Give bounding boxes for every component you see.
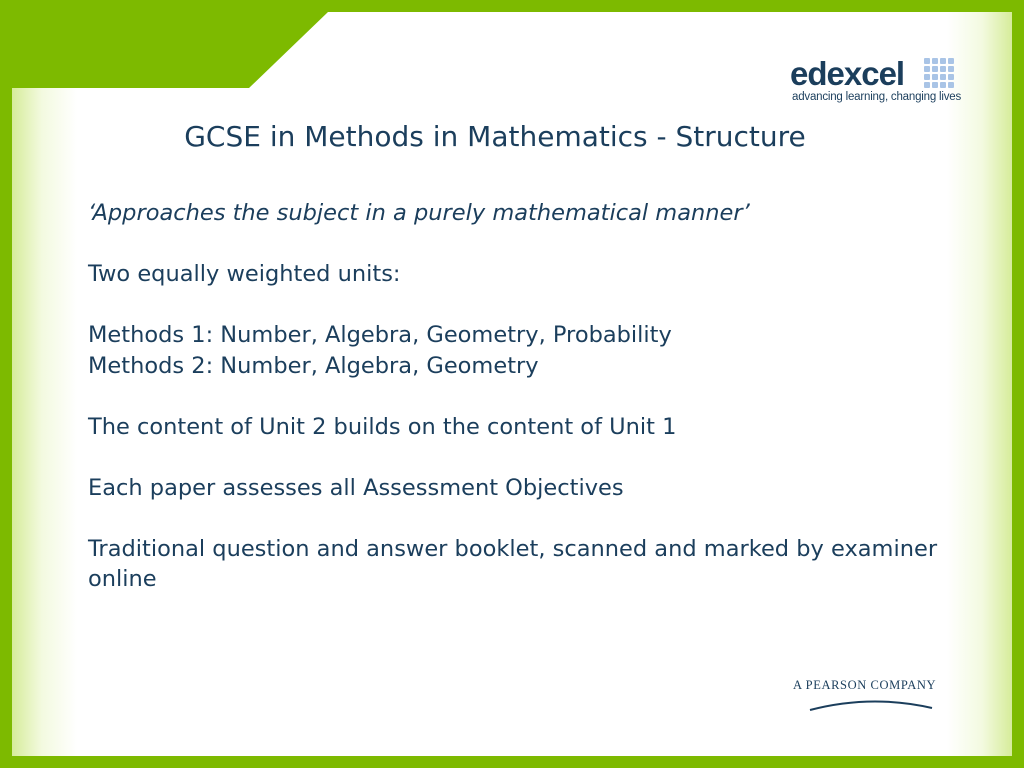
logo-wordmark: edexcel bbox=[790, 55, 905, 92]
pearson-logo bbox=[790, 676, 955, 716]
unit-methods-2: Methods 2: Number, Algebra, Geometry bbox=[88, 352, 539, 379]
slide-body bbox=[88, 198, 948, 625]
booklet-format-text: Traditional question and answer booklet, scanned and marked by examiner online bbox=[88, 535, 938, 592]
assessment-objectives-text: Each paper assesses all Assessment Objectives bbox=[88, 474, 624, 501]
content-progression-text: The content of Unit 2 builds on the content of Unit 1 bbox=[88, 413, 677, 440]
pearson-swoosh-icon bbox=[808, 698, 934, 712]
unit-methods-1: Methods 1: Number, Algebra, Geometry, Probability bbox=[88, 322, 672, 348]
logo-grid-icon bbox=[924, 58, 954, 88]
edexcel-logo bbox=[788, 55, 962, 108]
pearson-company-text: A PEARSON COMPANY bbox=[793, 678, 937, 692]
slide-title: GCSE in Methods in Mathematics - Structure bbox=[184, 120, 806, 153]
intro-quote: ‘Approaches the subject in a purely mathematical manner’ bbox=[88, 200, 750, 226]
logo-tagline: advancing learning, changing lives bbox=[792, 91, 962, 103]
units-heading: Two equally weighted units: bbox=[88, 261, 401, 287]
